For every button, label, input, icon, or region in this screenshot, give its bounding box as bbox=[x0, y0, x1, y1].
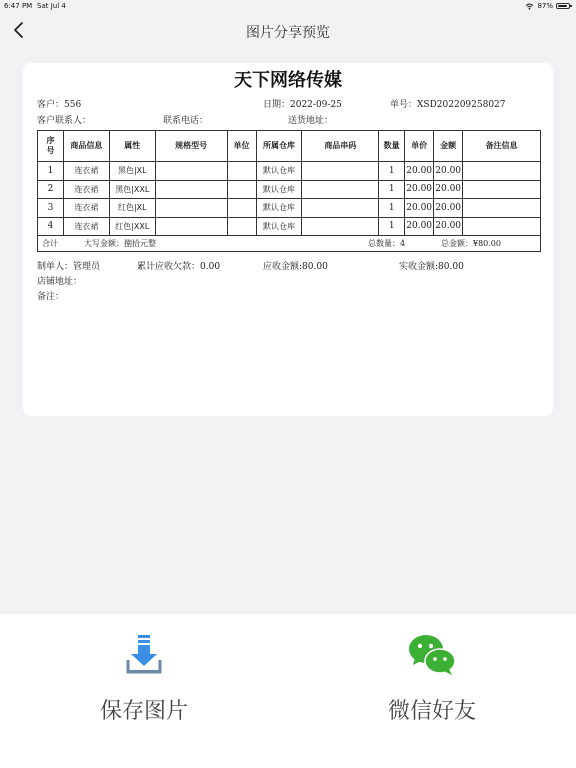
header-seq: 序 号 bbox=[38, 131, 64, 162]
table-cell: 1 bbox=[379, 199, 405, 218]
invoice-document bbox=[37, 67, 539, 302]
table-cell bbox=[463, 217, 541, 236]
contact-label: 客户联系人： bbox=[37, 116, 92, 126]
table-cell: 红色|XL bbox=[109, 199, 155, 218]
table-cell bbox=[227, 199, 256, 218]
wechat-friend-button[interactable] bbox=[288, 614, 576, 768]
header-cell: 商品串码 bbox=[302, 131, 379, 162]
table-cell bbox=[155, 180, 227, 199]
customer-label: 客户：556 bbox=[37, 100, 82, 110]
wechat-icon bbox=[407, 630, 457, 680]
table-cell: 20.00 bbox=[434, 217, 463, 236]
table-row bbox=[38, 199, 541, 218]
address-label: 送货地址： bbox=[288, 116, 334, 126]
table-cell bbox=[302, 162, 379, 181]
table-cell: 20.00 bbox=[405, 180, 434, 199]
table-row bbox=[38, 162, 541, 181]
table-cell bbox=[302, 217, 379, 236]
table-cell: 连衣裙 bbox=[63, 162, 109, 181]
table-cell bbox=[155, 199, 227, 218]
header-cell: 数量 bbox=[379, 131, 405, 162]
status-date: Sat Jul 4 bbox=[37, 2, 66, 10]
wifi-icon bbox=[525, 3, 534, 10]
header-cell: 规格型号 bbox=[155, 131, 227, 162]
table-cell bbox=[227, 162, 256, 181]
total-quantity: 总数量：4 bbox=[368, 239, 406, 248]
download-tray-icon bbox=[119, 630, 169, 680]
table-cell: 20.00 bbox=[405, 199, 434, 218]
table-cell: 20.00 bbox=[434, 180, 463, 199]
status-right bbox=[525, 2, 570, 10]
maker-label: 制单人：管理员 bbox=[37, 262, 101, 272]
table-cell bbox=[302, 180, 379, 199]
received-label: 实收金额:80.00 bbox=[399, 262, 464, 272]
amount-in-words: 大写金额：捌拾元整 bbox=[84, 239, 156, 248]
totals-row bbox=[37, 235, 541, 252]
header-cell: 商品信息 bbox=[63, 131, 109, 162]
table-cell: 20.00 bbox=[434, 162, 463, 181]
table-cell bbox=[227, 180, 256, 199]
table-cell: 4 bbox=[38, 217, 64, 236]
table-cell: 默认仓库 bbox=[256, 199, 302, 218]
battery-percent: 87% bbox=[537, 2, 553, 10]
date-label: 日期：2022-09-25 bbox=[263, 100, 342, 110]
header-cell: 金额 bbox=[434, 131, 463, 162]
table-cell: 1 bbox=[379, 217, 405, 236]
table-cell: 20.00 bbox=[405, 217, 434, 236]
wechat-friend-label: 微信好友 bbox=[387, 699, 476, 724]
table-cell: 黑色|XXL bbox=[109, 180, 155, 199]
info-row-2 bbox=[37, 111, 539, 127]
table-cell: 20.00 bbox=[405, 162, 434, 181]
table-cell: 2 bbox=[38, 180, 64, 199]
battery-icon bbox=[556, 3, 570, 9]
phone-label: 联系电话： bbox=[163, 116, 209, 126]
nav-bar bbox=[0, 14, 576, 46]
save-image-button[interactable] bbox=[0, 614, 288, 768]
table-cell: 1 bbox=[38, 162, 64, 181]
total-amount: 总金额：¥80.00 bbox=[441, 239, 501, 248]
footer-row-3 bbox=[37, 288, 541, 303]
table-cell: 连衣裙 bbox=[63, 217, 109, 236]
status-time: 6:47 PM bbox=[4, 2, 33, 10]
save-image-label: 保存图片 bbox=[99, 699, 188, 724]
table-cell: 默认仓库 bbox=[256, 217, 302, 236]
table-cell bbox=[302, 199, 379, 218]
goods-table bbox=[37, 130, 541, 236]
header-cell: 属性 bbox=[109, 131, 155, 162]
table-cell: 连衣裙 bbox=[63, 199, 109, 218]
table-cell: 默认仓库 bbox=[256, 162, 302, 181]
order-number-label: 单号：XSD202209258027 bbox=[390, 100, 506, 110]
page-title: 图片分享预览 bbox=[246, 25, 330, 41]
table-cell bbox=[463, 180, 541, 199]
table-cell bbox=[155, 217, 227, 236]
table-cell: 黑色|XL bbox=[109, 162, 155, 181]
document-title: 天下网络传媒 bbox=[234, 70, 342, 91]
table-cell: 3 bbox=[38, 199, 64, 218]
totals-label: 合计 bbox=[42, 239, 58, 248]
header-cell: 单价 bbox=[405, 131, 434, 162]
receivable-label: 应收金额:80.00 bbox=[263, 262, 328, 272]
table-cell bbox=[463, 162, 541, 181]
table-cell: 20.00 bbox=[434, 199, 463, 218]
header-cell: 所属仓库 bbox=[256, 131, 302, 162]
arrears-label: 累计应收欠款：0.00 bbox=[137, 262, 221, 272]
table-cell bbox=[227, 217, 256, 236]
table-cell bbox=[463, 199, 541, 218]
remark-label: 备注： bbox=[37, 292, 65, 302]
table-row bbox=[38, 217, 541, 236]
table-cell: 1 bbox=[379, 180, 405, 199]
table-header-row bbox=[38, 131, 541, 162]
share-actions-panel bbox=[0, 614, 576, 768]
status-bar bbox=[0, 0, 576, 12]
footer-row-1 bbox=[37, 258, 541, 273]
table-cell bbox=[155, 162, 227, 181]
preview-card bbox=[23, 63, 553, 416]
document-footer bbox=[37, 258, 541, 303]
table-cell: 红色|XXL bbox=[109, 217, 155, 236]
table-row bbox=[38, 180, 541, 199]
table-cell: 默认仓库 bbox=[256, 180, 302, 199]
info-row-1 bbox=[37, 95, 539, 111]
table-cell: 连衣裙 bbox=[63, 180, 109, 199]
header-cell: 备注信息 bbox=[463, 131, 541, 162]
header-cell: 单位 bbox=[227, 131, 256, 162]
table-cell: 1 bbox=[379, 162, 405, 181]
footer-row-2 bbox=[37, 273, 541, 288]
shop-address-label: 店铺地址： bbox=[37, 277, 83, 287]
